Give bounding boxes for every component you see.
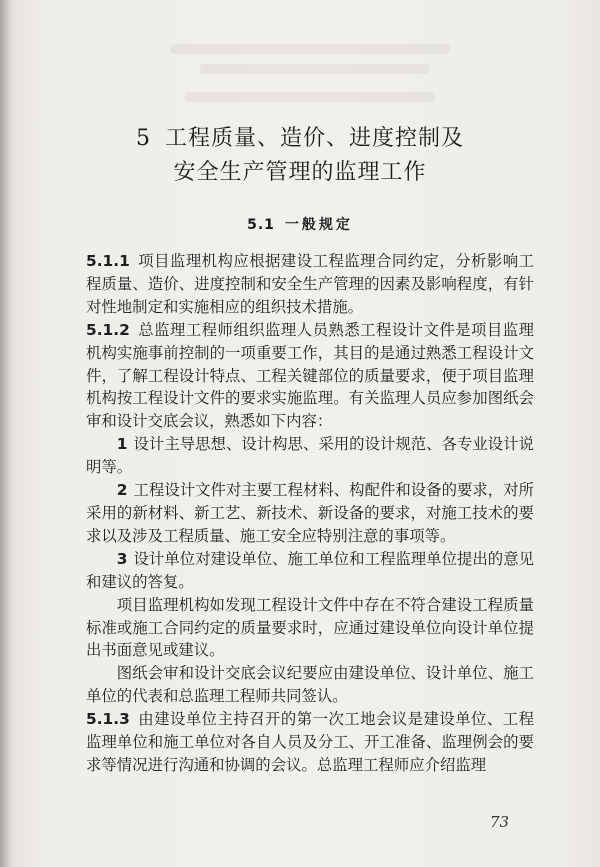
clause-5-1-2 (86, 319, 534, 434)
clause-number: 5.1.3 (86, 710, 130, 729)
list-item-number: 1 (116, 435, 128, 454)
list-item-number: 2 (116, 481, 128, 500)
clause-5-1-1 (86, 250, 534, 319)
list-item-text: 设计主导思想、设计构思、采用的设计规范、各专业设计说明等。 (86, 435, 534, 477)
list-item-text: 工程设计文件对主要工程材料、构配件和设备的要求，对所采用的新材料、新工艺、新技术、新设备的要求，对施工技术的要求以及涉及工程质量、施工安全应特别注意的事项等。 (86, 481, 534, 545)
list-item-text: 设计单位对建设单位、施工单位和工程监理单位提出的意见和建议的答复。 (86, 549, 534, 591)
list-item-1 (86, 433, 534, 479)
body-text (86, 250, 534, 777)
list-item-2 (86, 479, 534, 548)
show-through-mark (185, 92, 435, 102)
section-title (0, 214, 600, 234)
list-item-number: 3 (116, 549, 128, 568)
show-through-mark (170, 44, 450, 54)
clause-text: 由建设单位主持召开的第一次工地会议是建设单位、工程监理单位和施工单位对各自人员及分工、开工准备、监理例会的要求等情况进行沟通和协调的会议。总监理工程师应介绍监理 (86, 710, 534, 774)
clause-5-1-3 (86, 708, 534, 777)
page-number: 73 (490, 813, 510, 831)
show-through-mark (200, 64, 430, 74)
section-title-text: 一般规定 (284, 217, 353, 233)
section-number: 5.1 (247, 217, 275, 233)
paragraph-meeting-minutes: 图纸会审和设计交底会议纪要应由建设单位、设计单位、施工单位的代表和总监理工程师共同签认。 (86, 664, 534, 706)
clause-text: 项目监理机构应根据建设工程监理合同约定，分析影响工程质量、造价、进度控制和安全生产管理的因素及影响程度，有针对性地制定和实施相应的组织技术措施。 (86, 252, 534, 316)
chapter-title-line2: 安全生产管理的监理工作 (173, 160, 427, 185)
clause-text: 总监理工程师组织监理人员熟悉工程设计文件是项目监理机构实施事前控制的一项重要工作，其目的是通过熟悉工程设计文件，了解工程设计特点、工程关键部位的质量要求，便于项目监理机构按工程设计文件的要求实施监理。有关监理人员应参加图纸会审和设计交底会议，熟悉如下内容： (86, 320, 534, 431)
chapter-title-line1 (0, 122, 600, 156)
chapter-title-text-1: 工程质量、造价、进度控制及 (164, 126, 464, 151)
list-item-3 (86, 548, 534, 594)
clause-number: 5.1.2 (86, 320, 130, 339)
chapter-title (0, 122, 600, 190)
clause-number: 5.1.1 (86, 252, 130, 270)
chapter-number: 5 (135, 126, 151, 151)
paragraph-design-issues: 项目监理机构如发现工程设计文件中存在不符合建设工程质量标准或施工合同约定的质量要求时，应通过建设单位向设计单位提出书面意见或建议。 (86, 595, 534, 660)
